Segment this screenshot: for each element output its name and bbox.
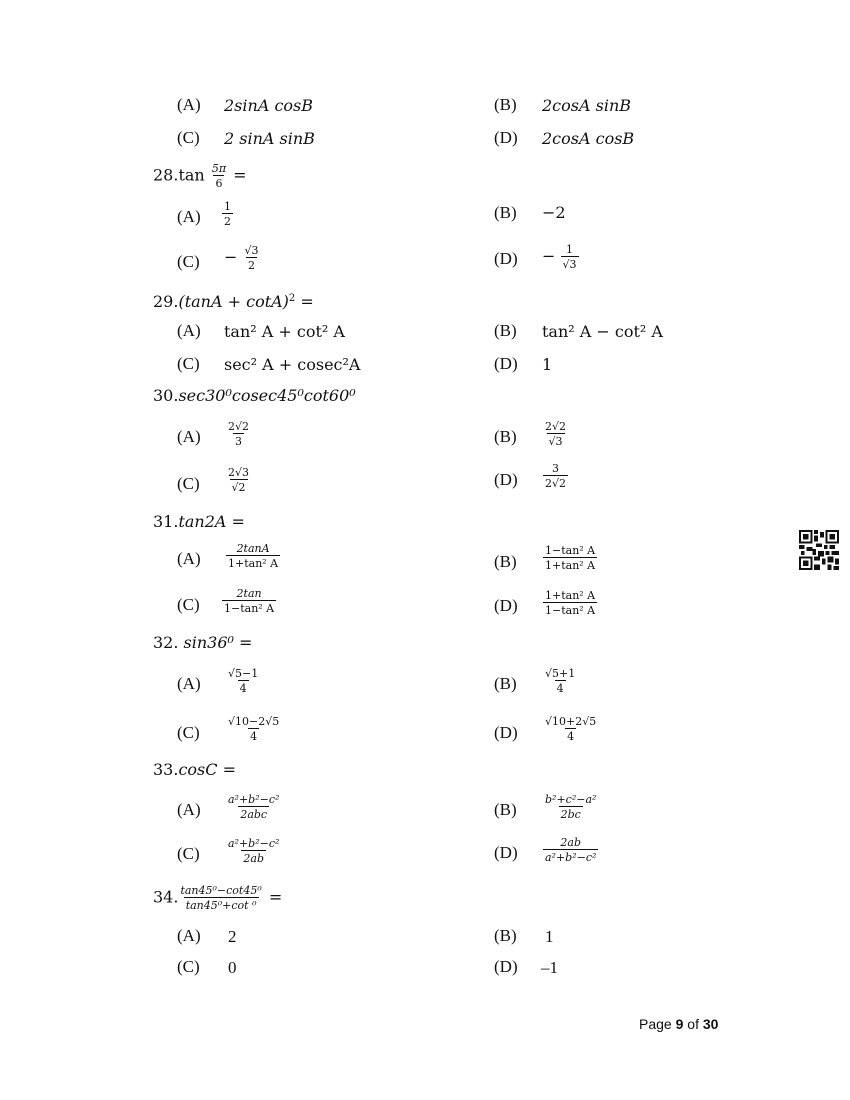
q30-a-numerator: 2√2 (228, 420, 250, 433)
q30-option-b-label: (B) (494, 427, 517, 446)
q31-option-b (543, 544, 597, 572)
q30-option-a-label: (A) (177, 427, 201, 446)
q30-stem-expression: sec30⁰cosec45⁰cot60⁰ (178, 386, 356, 405)
q30-number: 30. (153, 386, 179, 405)
q28-stem-denominator: 6 (215, 177, 223, 190)
q34-option-a: 2 (228, 927, 237, 946)
q29-number: 29. (153, 292, 179, 311)
q28-a-numerator: 1 (224, 200, 231, 213)
q29-option-c-label: (C) (177, 354, 200, 373)
q33-a-numerator: a²+b²−c² (228, 793, 280, 806)
q31-number: 31. (153, 512, 179, 531)
q33-option-a-label: (A) (177, 800, 201, 819)
q32-option-b-label: (B) (494, 674, 517, 693)
q29-option-d: 1 (542, 355, 553, 374)
q33-d-numerator: 2ab (560, 836, 582, 849)
q33-b-numerator: b²+c²−a² (545, 793, 597, 806)
q31-option-a-label: (A) (177, 549, 201, 568)
q34-stem-equals: = (268, 887, 283, 907)
q33-option-c (226, 837, 281, 865)
q30-d-numerator: 3 (552, 462, 559, 475)
q30-b-denominator: √3 (548, 435, 563, 448)
q32-option-c-label: (C) (177, 723, 200, 742)
q31-option-c-label: (C) (177, 595, 200, 614)
q28-c-sign: − (224, 247, 238, 267)
q28-option-c-label: (C) (177, 252, 200, 271)
q32-c-numerator: √10−2√5 (228, 715, 280, 728)
q30-option-c-label: (C) (177, 474, 200, 493)
q32-c-denominator: 4 (250, 730, 258, 743)
q33-option-b-label: (B) (494, 800, 517, 819)
q28-stem-fraction (210, 162, 228, 190)
q34-option-d: –1 (541, 958, 558, 977)
q30-a-denominator: 3 (235, 435, 242, 448)
q30-option-a (226, 420, 251, 448)
q30-c-denominator: √2 (231, 481, 246, 494)
q32-a-numerator: √5−1 (228, 667, 259, 680)
q28-number: 28. (153, 165, 179, 185)
q27-option-d: 2cosA cosB (542, 129, 635, 148)
q32-option-b (543, 667, 577, 695)
q34-option-b-label: (B) (494, 926, 517, 945)
q28-stem-numerator: 5π (211, 162, 227, 175)
q33-option-b (543, 793, 598, 821)
q33-d-denominator: a²+b²−c² (545, 851, 597, 864)
q28-d-numerator: 1 (566, 243, 573, 256)
q31-d-denominator: 1−tan² A (545, 604, 596, 617)
q28-stem-equals: = (233, 165, 247, 185)
q31-option-d (543, 589, 597, 617)
q34-option-d-label: (D) (494, 957, 518, 976)
q28-option-a (222, 200, 233, 228)
q27-option-b: 2cosA sinB (542, 96, 632, 115)
q31-stem (153, 512, 245, 532)
q30-option-d-label: (D) (494, 470, 518, 489)
q29-option-b: tan² A − cot² A (542, 322, 663, 341)
current-page-number: 9 (675, 1016, 684, 1032)
q31-stem-expression: tan2A = (178, 512, 245, 531)
q34-stem-numerator: tan45⁰−cot45⁰ (180, 884, 262, 897)
total-pages: 30 (702, 1016, 719, 1032)
q32-stem-expression: sin36⁰ = (183, 633, 253, 652)
q32-b-numerator: √5+1 (545, 667, 576, 680)
q33-c-numerator: a²+b²−c² (228, 837, 280, 850)
q30-stem (153, 386, 356, 406)
q27-option-c-label: (C) (177, 128, 200, 147)
qr-code-icon (799, 530, 839, 570)
q32-a-denominator: 4 (239, 682, 247, 695)
q31-option-b-label: (B) (494, 552, 517, 571)
q28-c-denominator: 2 (248, 259, 255, 272)
q31-c-numerator: 2tan (236, 587, 262, 600)
q33-stem-expression: cosC = (178, 760, 236, 779)
q30-b-numerator: 2√2 (545, 420, 567, 433)
q30-c-numerator: 2√3 (228, 466, 250, 479)
q34-stem (153, 884, 282, 912)
q28-option-b-label: (B) (494, 203, 517, 222)
q29-stem-exponent: 2 (288, 293, 296, 304)
q33-option-d-label: (D) (494, 843, 518, 862)
q28-option-a-label: (A) (177, 207, 201, 226)
q27-option-d-label: (D) (494, 128, 518, 147)
q29-option-c: sec² A + cosec²A (224, 355, 361, 374)
q32-option-c (226, 715, 281, 743)
q32-option-d (543, 715, 598, 743)
q28-stem (153, 162, 247, 190)
footer-of: of (683, 1016, 703, 1032)
q29-option-a: tan² A + cot² A (224, 322, 345, 341)
q28-option-d (542, 243, 579, 271)
q27-option-b-label: (B) (494, 95, 517, 114)
q30-d-denominator: 2√2 (545, 477, 567, 490)
q33-a-denominator: 2abc (240, 808, 268, 821)
q32-d-denominator: 4 (567, 730, 575, 743)
q28-stem-prefix: tan (178, 165, 205, 185)
q33-b-denominator: 2bc (560, 808, 581, 821)
q32-option-d-label: (D) (494, 723, 518, 742)
q29-option-a-label: (A) (177, 321, 201, 340)
q31-b-denominator: 1+tan² A (545, 559, 596, 572)
q33-stem (153, 760, 236, 780)
q31-b-numerator: 1−tan² A (545, 544, 596, 557)
q33-option-c-label: (C) (177, 844, 200, 863)
q31-a-numerator: 2tanA (236, 542, 270, 555)
q29-stem-expression: (tanA + cotA) (178, 292, 289, 311)
q28-d-denominator: √3 (562, 258, 577, 271)
q32-stem (153, 633, 252, 653)
q29-option-d-label: (D) (494, 354, 518, 373)
q27-option-c: 2 sinA sinB (224, 129, 315, 148)
q32-b-denominator: 4 (556, 682, 564, 695)
q28-c-numerator: √3 (244, 244, 259, 257)
q28-option-d-label: (D) (494, 249, 518, 268)
q28-option-b: −2 (542, 203, 566, 222)
q31-c-denominator: 1−tan² A (224, 602, 275, 615)
q33-number: 33. (153, 760, 179, 779)
q32-option-a (226, 667, 260, 695)
q34-option-b: 1 (545, 927, 554, 946)
q29-stem-equals: = (300, 292, 314, 311)
footer-prefix: Page (639, 1016, 676, 1032)
q31-a-denominator: 1+tan² A (228, 557, 279, 570)
q30-option-d (543, 462, 568, 490)
q34-number: 34. (153, 887, 179, 907)
q31-option-a (226, 542, 280, 570)
page-footer (639, 1016, 718, 1032)
q29-option-b-label: (B) (494, 321, 517, 340)
q31-d-numerator: 1+tan² A (545, 589, 596, 602)
q31-option-c (222, 587, 276, 615)
q31-option-d-label: (D) (494, 596, 518, 615)
q28-option-c (224, 244, 261, 272)
q33-c-denominator: 2ab (243, 852, 265, 865)
q27-option-a: 2sinA cosB (224, 96, 314, 115)
q32-number: 32. (153, 633, 179, 652)
q34-option-a-label: (A) (177, 926, 201, 945)
q33-option-a (226, 793, 281, 821)
q29-stem (153, 289, 314, 312)
q34-stem-denominator: tan45⁰+cot ⁰ (185, 899, 257, 912)
q30-option-b (543, 420, 568, 448)
q30-option-c (226, 466, 251, 494)
q33-option-d (543, 836, 598, 864)
q34-option-c-label: (C) (177, 957, 200, 976)
q28-a-denominator: 2 (224, 215, 231, 228)
q32-option-a-label: (A) (177, 674, 201, 693)
q28-d-sign: − (542, 246, 556, 266)
q34-option-c: 0 (228, 958, 237, 977)
q32-d-numerator: √10+2√5 (545, 715, 597, 728)
q27-option-a-label: (A) (177, 95, 201, 114)
